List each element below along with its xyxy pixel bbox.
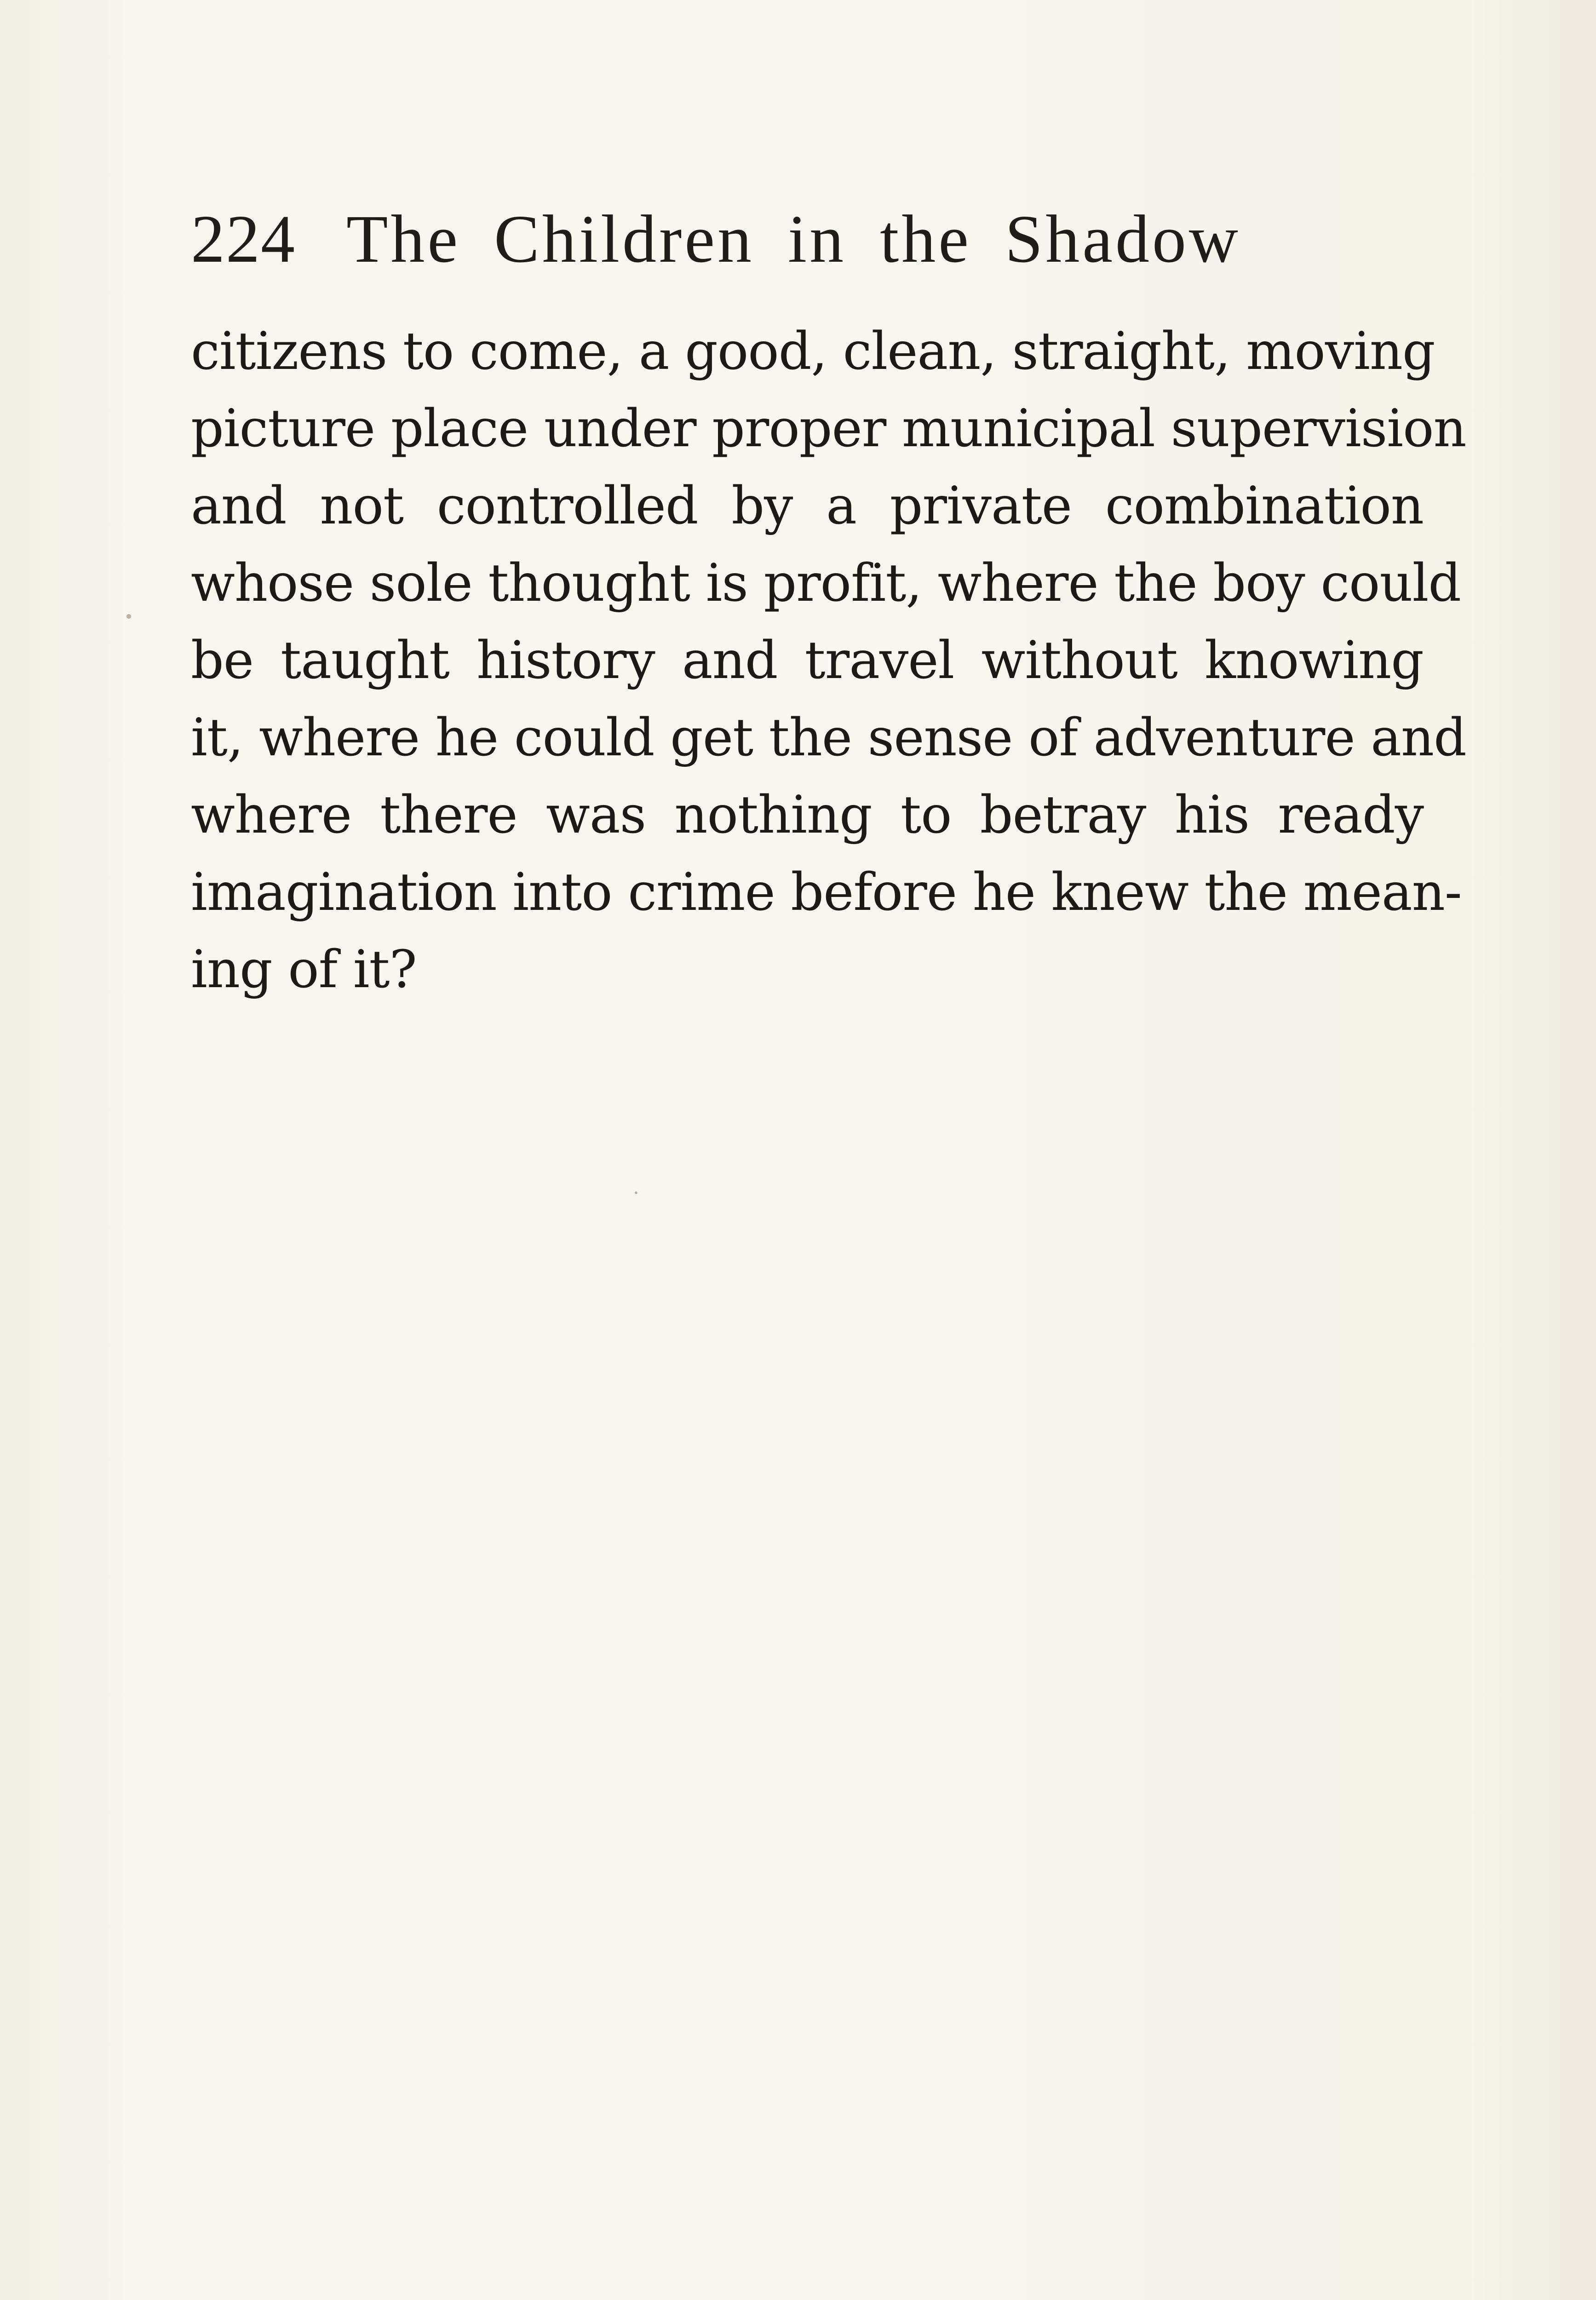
paper-speck — [126, 614, 131, 619]
text-line: be taught history and travel without knowing — [191, 631, 1424, 690]
text-line: whose sole thought is profit, where the boy could — [191, 553, 1461, 613]
book-title-header: The Children in the Shadow — [346, 201, 1241, 277]
paper-speck — [635, 1191, 637, 1194]
text-line: where there was nothing to betray his ready — [191, 785, 1424, 845]
text-line: it, where he could get the sense of adventure and — [191, 708, 1466, 768]
body-paragraph — [191, 313, 1466, 1008]
running-head — [191, 193, 1433, 285]
text-line: ing of it? — [191, 940, 417, 1000]
text-line: citizens to come, a good, clean, straight, moving — [191, 322, 1435, 381]
text-line: picture place under proper municipal supervision — [191, 399, 1466, 459]
page-number: 224 — [191, 201, 296, 277]
text-line: and not controlled by a private combination — [191, 476, 1424, 536]
text-line: imagination into crime before he knew the mean- — [191, 862, 1462, 922]
